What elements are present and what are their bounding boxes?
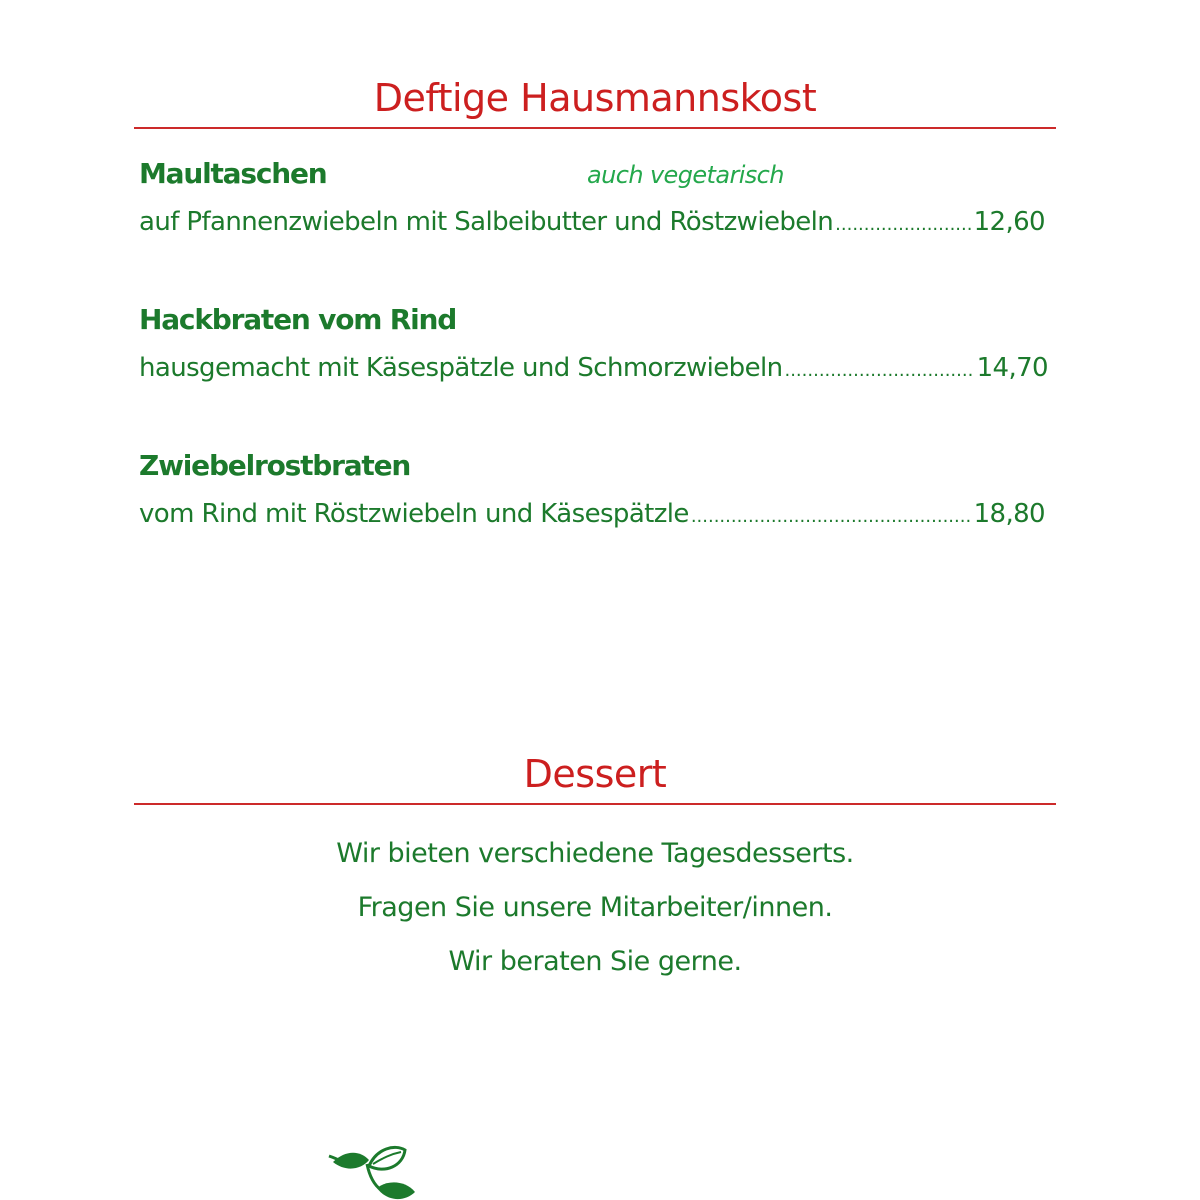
vegetarian-note: auch vegetarisch — [587, 161, 784, 189]
dish-description: vom Rind mit Röstzwiebeln und Käsespätzle — [139, 499, 689, 529]
dessert-line: Fragen Sie unsere Mitarbeiter/innen. — [357, 892, 833, 923]
dot-leader — [835, 214, 971, 235]
dessert-line: Wir beraten Sie gerne. — [448, 946, 742, 977]
dessert-line: Wir bieten verschiedene Tagesdesserts. — [336, 838, 854, 869]
dish-line-zwiebelrostbraten — [139, 499, 1045, 529]
section-title-dessert: Dessert — [523, 752, 667, 796]
leaf-sprig-icon — [325, 1140, 425, 1200]
section-divider-main — [134, 127, 1056, 129]
dish-price: 12,60 — [973, 207, 1045, 237]
dish-name-zwiebelrostbraten: Zwiebelrostbraten — [139, 449, 411, 482]
dish-line-hackbraten — [139, 353, 1048, 383]
dish-line-maultaschen — [139, 207, 1045, 237]
dish-description: auf Pfannenzwiebeln mit Salbeibutter und Röstzwiebeln — [139, 207, 834, 237]
dish-price: 14,70 — [976, 353, 1048, 383]
dish-name-hackbraten: Hackbraten vom Rind — [139, 303, 457, 336]
section-divider-dessert — [134, 803, 1056, 805]
dot-leader — [691, 506, 972, 527]
dish-description: hausgemacht mit Käsespätzle und Schmorzwiebeln — [139, 353, 783, 383]
section-title-main: Deftige Hausmannskost — [373, 76, 817, 120]
dot-leader — [784, 360, 974, 381]
dish-price: 18,80 — [973, 499, 1045, 529]
dish-name-maultaschen: Maultaschen — [139, 157, 327, 190]
